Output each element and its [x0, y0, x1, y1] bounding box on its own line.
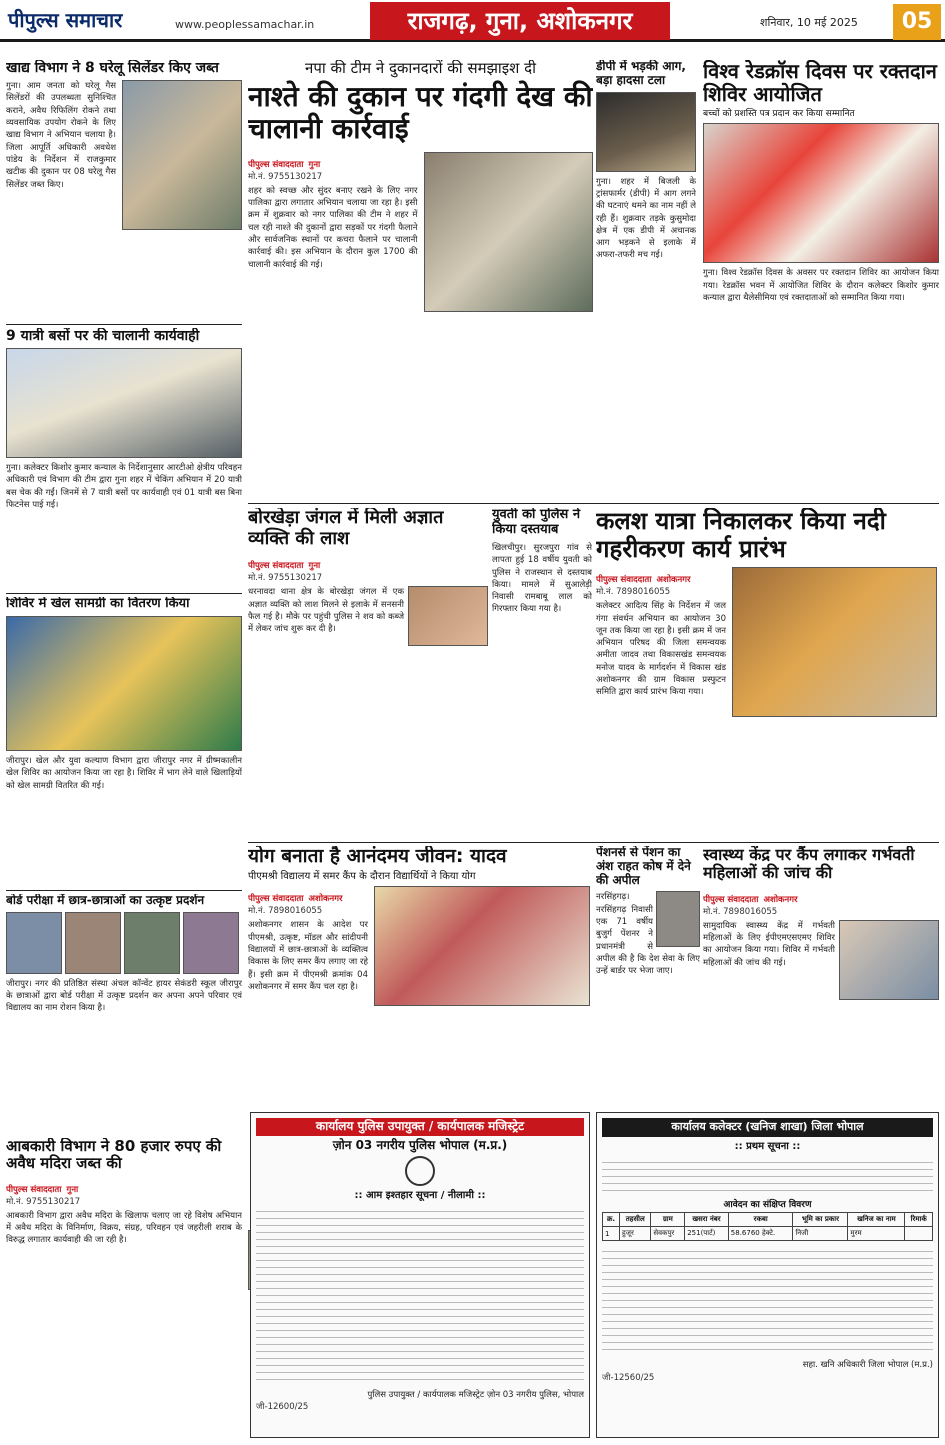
table-cell: 58.6760 हेक्टे.: [728, 1227, 793, 1241]
table-cell: [905, 1227, 933, 1241]
student-photo: [65, 912, 121, 974]
story-body: सामुदायिक स्वास्थ्य केंद्र में गर्भवती महिलाओं के लिए ईपीएमएसएमए शिविर का आयोजन किया गया। शिविर में गर्भवती महिलाओं की जांच की गई।: [703, 920, 835, 968]
table-header-cell: रिमार्क: [905, 1213, 933, 1227]
newspaper-logo: पीपुल्स समाचार: [8, 8, 123, 32]
city: अशोकनगर: [763, 894, 798, 905]
table-header-cell: रकबा: [728, 1213, 793, 1227]
bus-photo: [6, 348, 242, 458]
pensioner-photo: [656, 891, 700, 947]
story-cylinder: [6, 60, 242, 322]
police-notice-ad: [250, 1112, 590, 1438]
story-body: गुना। शहर में बिजली के ट्रांसफार्मर (डीपी) में आग लगने की घटनाएं थमने का नाम नहीं ले रही हैं। शुक्रवार तड़के कुसुमोदा क्षेत्र में एक डीपी में अचानक आग भड़कने से इलाके में अफरा-तफरी मच गई।: [596, 176, 696, 261]
story-body: अशोकनगर शासन के आदेश पर पीएमश्री, उत्कृष्ट, मॉडल और सांदीपनी विद्यालयों में छात्र-छात्राओं के व्यक्तित्व विकास के लिए समर कैंप लगाए जा रहे हैं। इसी क्रम में पीएमश्री क्रमांक 04 अशोकनगर में समर कैंप चल रहा है।: [248, 920, 368, 992]
table-header-cell: क्र.: [603, 1213, 620, 1227]
ad-body-lines: [256, 1205, 584, 1385]
story-body: जीरापुर। नगर की प्रतिष्ठित संस्था अंचल कॉन्वेंट हायर सेकंडरी स्कूल जीरापुर के छात्राओं द्वारा बोर्ड परीक्षा में उत्कृष्ट प्रदर्शन कर अपना अपने परिवार एवं विद्यालय का नाम रोशन किया है।: [6, 978, 242, 1014]
table-title: आवेदन का संक्षिप्त विवरण: [723, 1200, 812, 1211]
headline: बोर्ड परीक्षा में छात्र-छात्राओं का उत्कृष्ट प्रदर्शन: [6, 894, 205, 907]
yoga-photo: [374, 886, 590, 1006]
story-pension: [596, 846, 700, 1108]
table-header-cell: ग्राम: [651, 1213, 685, 1227]
mobile: मो.नं. 9755130217: [6, 1196, 81, 1207]
story-body: शहर को स्वच्छ और सुंदर बनाए रखने के लिए नगर पालिका द्वारा लगातार अभियान चलाया जा रहा है। इसी क्रम में शुक्रवार को नगर पालिका की टीम ने शहर में चल रही नाश्ते की दुकानों द्वारा सड़कों पर गंदगी फैलाने और सार्वजनिक स्थानों पर कचरा फैलाने पर चालानी कार्रवाई की। इस अभियान के दौरान कुल 1700 की चालानी कार्रवाई की गई।: [248, 185, 418, 270]
ad-title: कार्यालय पुलिस उपायुक्त / कार्यपालक मजिस्ट्रेट: [256, 1118, 584, 1136]
headline: खाद्य विभाग ने 8 घरेलू सिलेंडर किए जब्त: [6, 60, 219, 76]
tattoo-photo: [408, 586, 488, 646]
table-cell: 251(पार्ट): [685, 1227, 729, 1241]
cylinder-photo: [122, 80, 242, 230]
student-photo: [6, 912, 62, 974]
headline: डीपी में भड़की आग, बड़ा हादसा टला: [596, 60, 686, 87]
table-header-cell: खसरा नंबर: [685, 1213, 729, 1227]
byline: पीपुल्स संवाददाता: [596, 575, 652, 586]
ad-code: जी-12600/25: [256, 1402, 309, 1413]
story-redcross: [703, 60, 939, 500]
shop-inspection-photo: [424, 152, 594, 312]
story-health: [703, 846, 939, 1108]
byline: पीपुल्स संवाददाता: [248, 561, 304, 572]
story-buses: [6, 328, 242, 590]
story-body: खिलचीपुर। सुरजपुरा गांव से लापता हुई 18 वर्षीय युवती को पुलिस ने राजस्थान से दस्तयाब किया। मामले में सुआलेड़ी निवासी रामबाबू लाल को गिरफ्तार किया गया है।: [492, 542, 592, 615]
mobile: मो.नं. 9755130217: [248, 171, 323, 182]
headline: नाश्ते की दुकान पर गंदगी देख की चालानी कार्रवाई: [248, 80, 593, 146]
table-header-cell: भूमि का प्रकार: [793, 1213, 848, 1227]
story-body: धरनावदा थाना क्षेत्र के बोरखेड़ा जंगल में एक अज्ञात व्यक्ति को लाश मिलने से इलाके में सनसनी फैल गई है। मौके पर पहुंची पुलिस ने शव को कब्जे में लेकर जांच शुरू कर दी है।: [248, 587, 404, 635]
ad-notice: :: आम इश्तहार सूचना / नीलामी ::: [354, 1189, 486, 1201]
mobile: मो.नं. 7898016055: [248, 906, 323, 917]
headline: विश्व रेडक्रॉस दिवस पर रक्तदान शिविर आयोजित: [703, 60, 937, 106]
story-body: नरसिंहगढ़। नरसिंहगढ़ निवासी एक 71 वर्षीय बुजुर्ग पेंशनर ने प्रधानमंत्री से अपील की है कि देश सेवा के लिए उन्हें बार्डर पर भेजा जाए।: [596, 892, 700, 977]
story-board: [6, 894, 242, 1134]
masthead: [0, 0, 945, 42]
region-title: राजगढ़, गुना, अशोकनगर: [370, 2, 670, 40]
story-fire: [596, 60, 696, 500]
headline: युवती को पुलिस ने किया दस्तयाब: [492, 508, 581, 537]
website-url[interactable]: www.peoplessamachar.in: [175, 18, 315, 31]
issue-date: शनिवार, 10 मई 2025: [760, 16, 858, 29]
kalash-photo: [732, 567, 937, 717]
mobile: मो.नं. 7898016055: [703, 906, 778, 917]
police-emblem-icon: [405, 1156, 435, 1186]
table-header-cell: तहसील: [620, 1213, 651, 1227]
student-photo: [124, 912, 180, 974]
headline: बोरखेड़ा जंगल में मिली अज्ञात व्यक्ति की लाश: [248, 508, 444, 549]
story-kalash: [596, 508, 939, 838]
health-photo: [839, 920, 939, 1000]
fire-photo: [596, 92, 696, 172]
collector-notice-ad: [596, 1112, 939, 1438]
story-body: गुना। आम जनता को घरेलू गैस सिलेंडरों की उपलब्धता सुनिश्चित कराने, अवैध रिफिलिंग रोकने तथा व्यवसायिक उपयोग रोकने के लिए खाद्य विभाग ने अभियान चलाया है। जिला आपूर्ति अधिकारी अवधेश पांडेय के निर्देशन में राजकुमार खटीक की दुकान पर 08 घरेलू गैस सिलेंडर जब्त किए।: [6, 81, 116, 190]
byline: पीपुल्स संवाददाता: [703, 894, 759, 905]
story-excise: [6, 1138, 242, 1438]
headline: आबकारी विभाग ने 80 हजार रुपए की अवैध मदिरा जब्त की: [6, 1138, 222, 1173]
ad-footer: सहा. खनि अधिकारी जिला भोपाल (म.प्र.): [802, 1360, 933, 1371]
table-cell: सेवकपुर: [651, 1227, 685, 1241]
table-header-cell: खनिज का नाम: [848, 1213, 905, 1227]
mobile: मो.नं. 7898016055: [596, 587, 671, 598]
table-cell: मुरम: [848, 1227, 905, 1241]
student-photo: [183, 912, 239, 974]
byline: पीपुल्स संवाददाता: [248, 894, 304, 905]
ad-body-lines: [602, 1156, 933, 1196]
headline: योग बनाता है आनंदमय जीवन: यादव: [248, 846, 507, 867]
city: गुना: [308, 561, 321, 572]
subhead: बच्चों को प्रशस्ति पत्र प्रदान कर किया सम्मानित: [703, 109, 855, 119]
kicker: नपा की टीम ने दुकानदारों की समझाइश दी: [305, 60, 536, 77]
story-body-found: [248, 508, 488, 838]
ad-body-lines: [602, 1245, 933, 1355]
byline: पीपुल्स संवाददाता: [6, 1184, 62, 1195]
page-number: 05: [893, 4, 941, 40]
story-body: आबकारी विभाग द्वारा अवैध मदिरा के खिलाफ चलाए जा रहे विशेष अभियान में अवैध मदिरा के विनिर्माण, विक्रय, संग्रह, परिवहन एवं जहरीली शराब के विरुद्ध लगातार कार्यवाही की जा रही है।: [6, 1210, 242, 1246]
story-body: गुना। कलेक्टर किशोर कुमार कन्याल के निर्देशानुसार आरटीओ क्षेत्रीय परिवहन अधिकारी एवं विभाग की टीम द्वारा गुना शहर में चेकिंग अभियान में 20 यात्री बस चेक की गईं। जिनमें से 7 यात्री बसों पर कार्यवाही एवं 01 यात्री बस बिना फिटनेस पाई गई।: [6, 463, 242, 511]
headline: पेंशनर्स से पेंशन का अंश राहत कोष में देने की अपील: [596, 846, 691, 887]
lease-table: [602, 1212, 933, 1241]
table-cell: 1: [603, 1227, 620, 1241]
headline: कलश यात्रा निकालकर किया नदी गहरीकरण कार्य प्रारंभ: [596, 508, 886, 563]
story-body: जीरापुर। खेल और युवा कल्याण विभाग द्वारा जीरापुर नगर में ग्रीष्मकालीन खेल शिविर का आयोजन किया जा रहा है। शिविर में भाग लेने वाले खिलाड़ियों को खेल सामग्री वितरित की गई।: [6, 755, 242, 791]
story-main: [248, 60, 593, 500]
headline: स्वास्थ्य केंद्र पर कैंप लगाकर गर्भवती महिलाओं की जांच की: [703, 846, 915, 883]
story-body: गुना। विश्व रेडक्रॉस दिवस के अवसर पर रक्तदान शिविर का आयोजन किया गया। रेडक्रॉस भवन में आयोजित शिविर के दौरान कलेक्टर किशोर कुमार कन्याल द्वारा थैलेसीमिया एवं रक्तदाताओं को सम्मानित किया गया।: [703, 268, 939, 303]
ad-title: कार्यालय कलेक्टर (खनिज शाखा) जिला भोपाल: [602, 1118, 933, 1137]
mobile: मो.नं. 9755130217: [248, 573, 323, 584]
ad-footer: पुलिस उपायुक्त / कार्यपालक मजिस्ट्रेट ज़ोन 03 नगरीय पुलिस, भोपाल: [367, 1390, 584, 1401]
subhead: पीएमश्री विद्यालय में समर कैंप के दौरान विद्यार्थियों ने किया योग: [248, 870, 476, 882]
table-cell: हुजूर: [620, 1227, 651, 1241]
headline: 9 यात्री बसों पर की चालानी कार्यवाही: [6, 328, 200, 344]
table-cell: निजी: [793, 1227, 848, 1241]
story-body: कलेक्टर आदित्य सिंह के निर्देशन में जल गंगा संवर्धन अभियान का आयोजन 30 जून तक किया जा रहा है। इसी क्रम में जन अभियान परिषद की जिला समन्वयक अमीता जादव तथा विकासखंड समन्वयक मनोज यादव के मार्गदर्शन में विकास खंड अशोकनगर की ग्राम विकास प्रस्फुटन समिति द्वारा कार्य प्रारंभ किया गया।: [596, 601, 726, 698]
story-yoga: [248, 846, 590, 1108]
city: गुना: [66, 1184, 79, 1195]
headline: शिविर में खेल सामग्री का वितरण किया: [6, 597, 190, 611]
city: अशोकनगर: [308, 894, 343, 905]
redcross-photo: [703, 123, 939, 263]
story-sports: [6, 597, 242, 887]
ad-code: जी-12560/25: [602, 1372, 655, 1383]
byline: पीपुल्स संवाददाता: [248, 159, 304, 170]
student-photos: [6, 912, 242, 974]
ad-notice: :: प्रथम सूचना ::: [734, 1140, 801, 1152]
city: गुना: [308, 159, 321, 170]
ad-subtitle: ज़ोन 03 नगरीय पुलिस भोपाल (म.प्र.): [332, 1137, 508, 1152]
sports-photo: [6, 616, 242, 751]
city: अशोकनगर: [656, 575, 691, 586]
story-girl: [492, 508, 592, 838]
